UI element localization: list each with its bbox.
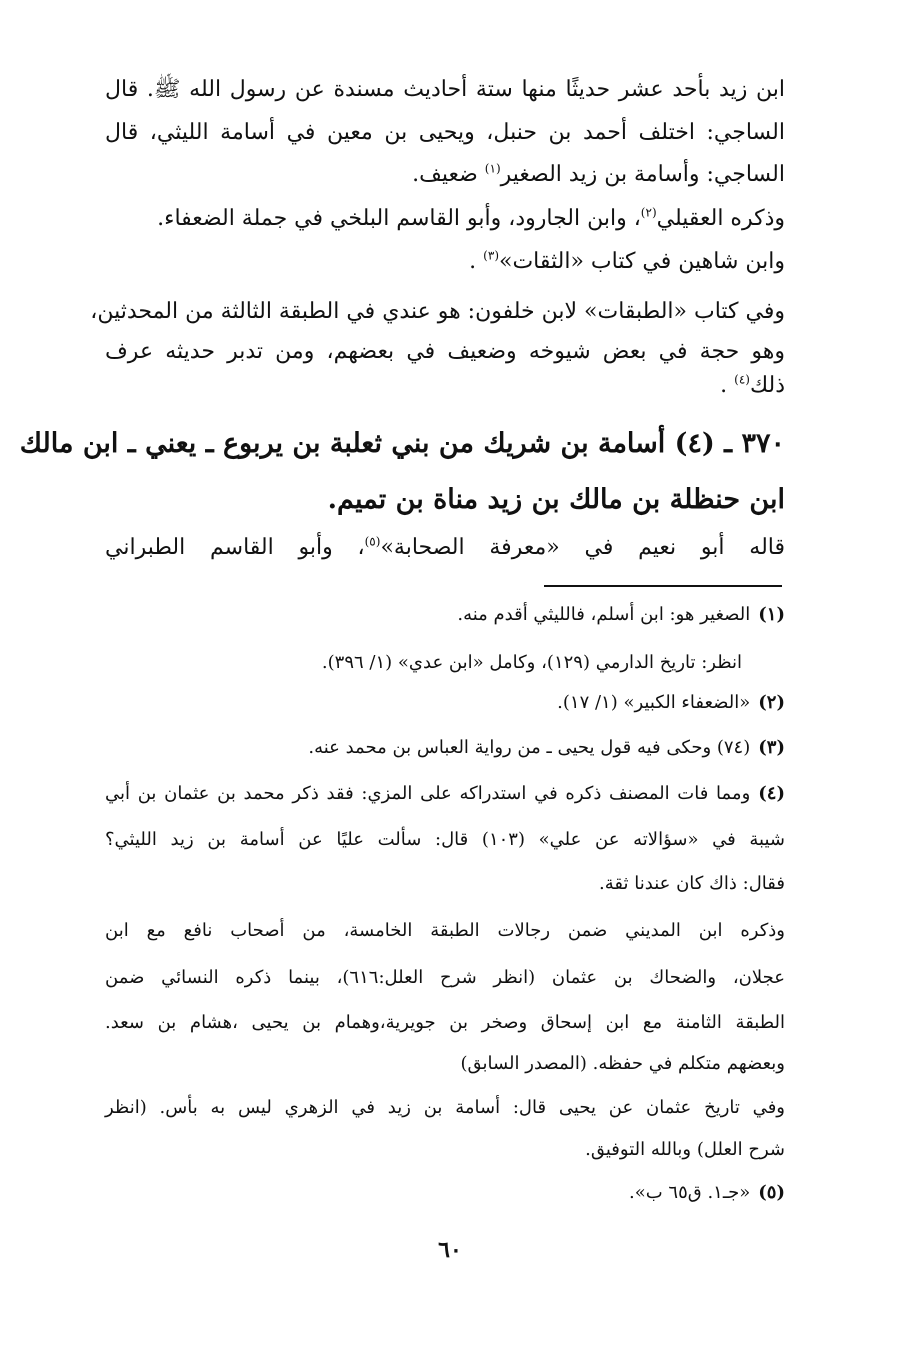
footnote-divider (544, 585, 782, 587)
body-text: وابن شاهين في كتاب «الثقات» (499, 249, 785, 274)
footnote-text: وفي تاريخ عثمان عن يحيى قال: أسامة بن زيد في الزهري ليس به بأس. (انظر (105, 1097, 785, 1118)
footnote-1-continuation (102, 648, 742, 678)
entry-heading-text: ٣٧٠ ـ (٤) أسامة بن شريك من بني ثعلبة بن يربوع ـ يعني ـ ابن مالك (19, 428, 785, 459)
body-text: ، وابن الجارود، وأبو القاسم البلخي في جملة الضعفاء. (157, 206, 641, 231)
body-text: ذلك (749, 373, 785, 398)
entry-heading-line-1 (19, 420, 785, 468)
footnote-4-line-3 (105, 869, 785, 899)
body-line-5 (105, 244, 785, 280)
body-text: وذكره العقيلي (656, 206, 785, 231)
footnote-4-line-7 (105, 1049, 785, 1079)
footnote-4-line-8 (105, 1093, 785, 1123)
footnote-ref-5[interactable]: (٥) (364, 534, 381, 549)
body-line-2 (105, 115, 785, 151)
footnote-5 (105, 1178, 785, 1208)
footnote-4-line-9 (105, 1135, 785, 1165)
body-text: . (469, 249, 477, 274)
footnote-number: (٤) (758, 783, 785, 804)
footnote-text: ومما فات المصنف ذكره في استدراكه على المزي: فقد ذكر محمد بن عثمان بن أبي (105, 783, 751, 804)
footnote-4-line-4 (105, 916, 785, 946)
body-text: قاله أبو نعيم في «معرفة الصحابة» (380, 535, 786, 560)
entry-heading-text: ابن حنظلة بن مالك بن زيد مناة بن تميم. (327, 484, 785, 515)
body-text: ، وأبو القاسم الطبراني (105, 535, 365, 560)
page-number: ٦٠ (438, 1237, 462, 1263)
body-text: الساجي: اختلف أحمد بن حنبل، ويحيى بن معين في أسامة الليثي، قال (105, 120, 785, 145)
body-text: وهو حجة في بعض شيوخه وضعيف في بعضهم، ومن تدبر حديثه عرف (105, 339, 785, 364)
footnote-4-line-6 (105, 1008, 785, 1038)
footnote-text: (٧٤) وحكى فيه قول يحيى ـ من رواية العباس بن محمد عنه. (308, 737, 751, 758)
body-line-8 (105, 368, 785, 404)
footnote-text: عجلان، والضحاك بن عثمان (انظر شرح العلل:٦١٦)، بينما ذكره النسائي ضمن (105, 967, 785, 988)
body-line-1 (105, 72, 785, 108)
body-text: وفي كتاب «الطبقات» لابن خلفون: هو عندي في الطبقة الثالثة من المحدثين، (90, 299, 785, 324)
footnote-2 (105, 688, 785, 718)
body-text: ابن زيد بأحد عشر حديثًا منها ستة أحاديث مسندة عن رسول الله ﷺ. قال (105, 77, 785, 102)
body-text: ضعيف. (412, 162, 478, 187)
footnote-text: شرح العلل) وبالله التوفيق. (585, 1139, 785, 1160)
footnote-text: «جـ١. ق٦٥ ب». (629, 1182, 751, 1203)
entry-body-line (105, 530, 785, 566)
footnote-ref-4[interactable]: (٤) (734, 372, 750, 387)
footnote-number: (١) (758, 604, 785, 625)
footnote-text: «الضعفاء الكبير» (١/ ١٧). (557, 692, 751, 713)
footnote-ref-2[interactable]: (٢) (640, 205, 657, 220)
footnote-text: وذكره ابن المديني ضمن رجالات الطبقة الخامسة، من أصحاب نافع مع ابن (105, 920, 785, 941)
footnote-number: (٥) (758, 1182, 785, 1203)
footnote-ref-3[interactable]: (٣) (483, 248, 499, 263)
footnote-text: وبعضهم متكلم في حفظه. (المصدر السابق) (460, 1053, 785, 1074)
footnote-text: فقال: ذاك كان عندنا ثقة. (599, 873, 785, 894)
entry-heading-line-2 (105, 476, 785, 524)
body-line-7 (105, 334, 785, 370)
body-line-4 (105, 201, 785, 237)
footnote-3 (105, 733, 785, 763)
footnote-4-line-5 (105, 963, 785, 993)
footnote-1 (105, 600, 785, 630)
footnote-text: انظر: تاريخ الدارمي (١٢٩)، وكامل «ابن عدي» (١/ ٣٩٦). (321, 652, 742, 673)
body-line-6 (90, 294, 785, 330)
footnote-4-line-2 (105, 825, 785, 855)
footnote-text: الطبقة الثامنة مع ابن إسحاق وصخر بن جويرية،وهمام بن يحيى ،هشام بن سعد. (105, 1012, 785, 1033)
footnote-number: (٢) (758, 692, 785, 713)
footnote-ref-1[interactable]: (١) (484, 161, 501, 176)
footnote-text: شيبة في «سؤالاته عن علي» (١٠٣) قال: سألت عليًا عن أسامة بن زيد الليثي؟ (105, 829, 785, 850)
footnote-text: الصغير هو: ابن أسلم، فالليثي أقدم منه. (457, 604, 751, 625)
body-text: . (720, 373, 728, 398)
footnote-4 (105, 779, 785, 809)
body-text: الساجي: وأسامة بن زيد الصغير (500, 162, 785, 187)
body-line-3 (105, 157, 785, 193)
footnote-number: (٣) (758, 737, 785, 758)
